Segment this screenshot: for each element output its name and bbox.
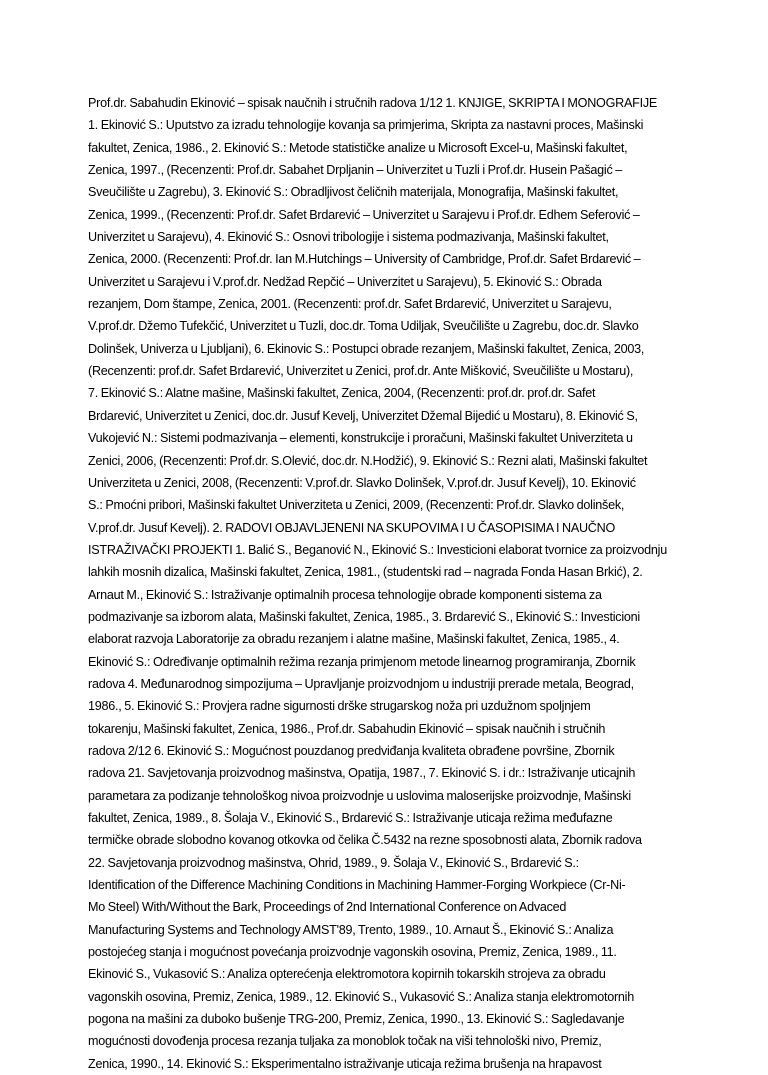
text-line: lahkih mosnih dizalica, Mašinski fakultet, Zenica, 1981., (studentski rad – nagrada Fonda Hasan Brkić), 2. — [88, 565, 643, 580]
text-line: rezanjem, Dom štampe, Zenica, 2001. (Recenzenti: prof.dr. Safet Brdarević, Univerzitet u Sarajevu, — [88, 297, 612, 312]
text-line: 22. Savjetovanja proizvodnog mašinstva, Ohrid, 1989., 9. Šolaja V., Ekinović S., Brdarević S.: — [88, 855, 579, 870]
text-line: Mo Steel) With/Without the Bark, Proceedings of 2nd International Conference on Advaced — [88, 900, 567, 915]
text-line: V.prof.dr. Jusuf Kevelj). 2. RADOVI OBJAVLJENENI NA SKUPOVIMA I U ČASOPISIMA I NAUČNO — [88, 520, 616, 535]
text-line: vagonskih osovina, Premiz, Zenica, 1989., 12. Ekinović S., Vukasović S.: Analiza stanja elektromotornih — [88, 989, 634, 1004]
document-body-text — [88, 92, 688, 1075]
text-line: Univerzitet u Sarajevu i V.prof.dr. Nedžad Repčić – Univerzitet u Sarajevu), 5. Ekinović S.: Obrada — [88, 274, 602, 289]
text-line: radova 2/12 6. Ekinović S.: Mogućnost pouzdanog predviđanja kvaliteta obrađene površine, Zbornik — [88, 743, 615, 758]
text-line: pogona na mašini za duboko bušenje TRG-200, Premiz, Zenica, 1990., 13. Ekinović S.: Sagledavanje — [88, 1012, 625, 1027]
text-line: Prof.dr. Sabahudin Ekinović – spisak naučnih i stručnih radova 1/12 1. KNJIGE, SKRIPTA I MONOGRAFIJE — [88, 96, 658, 110]
text-line: Ekinović S.: Određivanje optimalnih režima rezanja primjenom metode linearnog programiranja, Zbornik — [88, 654, 636, 669]
text-line: V.prof.dr. Džemo Tufekčić, Univerzitet u Tuzli, doc.dr. Toma Udiljak, Sveučilište u Zagrebu, doc.dr. Slavko — [88, 319, 639, 334]
text-line: parametara za podizanje tehnološkog nivoa proizvodnje u uslovima maloserijske proizvodnje, Mašinski — [88, 788, 631, 803]
text-line: ISTRAŽIVAČKI PROJEKTI 1. Balić S., Beganović N., Ekinović S.: Investicioni elaborat tvornice za proizvodnju — [88, 542, 667, 557]
text-line: Univerzitet u Sarajevu), 4. Ekinović S.: Osnovi tribologije i sistema podmazivanja, Mašinski fakultet, — [88, 230, 609, 245]
text-line: radova 21. Savjetovanja proizvodnog mašinstva, Opatija, 1987., 7. Ekinović S. i dr.: Istraživanje uticajnih — [88, 766, 636, 781]
text-line: mogućnosti dovođenja procesa rezanja tuljaka za monoblok točak na viši tehnološki nivo, Premiz, — [88, 1034, 602, 1049]
text-line: Zenica, 2000. (Recenzenti: Prof.dr. Ian M.Hutchings – University of Cambridge, Prof.dr. Safet Brdarević – — [88, 252, 641, 267]
text-line: fakultet, Zenica, 1989., 8. Šolaja V., Ekinović S., Brdarević S.: Istraživanje uticaja režima međufazne — [88, 811, 613, 825]
text-line: 1986., 5. Ekinović S.: Provjera radne sigurnosti drške strugarskog noža pri uzdužnom spoljnjem — [88, 699, 591, 714]
text-line: Sveučilište u Zagrebu), 3. Ekinović S.: Obradljivost čeličnih materijala, Monografija, Mašinski fakultet, — [88, 185, 619, 200]
text-line: Univerziteta u Zenici, 2008, (Recenzenti: V.prof.dr. Slavko Dolinšek, V.prof.dr. Jusuf Kevelj), 10. Ekinović — [88, 475, 636, 490]
text-line: Dolinšek, Univerza u Ljubljani), 6. Ekinovic S.: Postupci obrade rezanjem, Mašinski fakultet, Zenica, 2003, — [88, 341, 645, 356]
text-line: Identification of the Difference Machining Conditions in Machining Hammer-Forging Workpiece (Cr-Ni- — [88, 878, 626, 893]
text-line: Zenica, 1999., (Recenzenti: Prof.dr. Safet Brdarević – Univerzitet u Sarajevu i Prof.dr. Edhem Seferović – — [88, 207, 640, 222]
text-line: Ekinović S., Vukasović S.: Analiza opterećenja elektromotora kopirnih tokarskih strojeva za obradu — [88, 967, 606, 982]
text-line: postojećeg stanja i mogućnost povećanja proizvodnje vagonskih osovina, Premiz, Zenica, 1989., 11. — [88, 945, 617, 960]
text-line: tokarenju, Mašinski fakultet, Zenica, 1986., Prof.dr. Sabahudin Ekinović – spisak naučnih i stručnih — [88, 721, 606, 736]
text-line: Brdarević, Univerzitet u Zenici, doc.dr. Jusuf Kevelj, Univerzitet Džemal Bijedić u Mostaru), 8. Ekinović S, — [88, 408, 638, 423]
text-line: Vukojević N.: Sistemi podmazivanja – elementi, konstrukcije i proračuni, Mašinski fakultet Univerziteta u — [88, 431, 633, 446]
text-line: (Recenzenti: prof.dr. Safet Brdarević, Univerzitet u Zenici, prof.dr. Ante Mišković, Sveučilište u Mostaru), — [88, 364, 634, 379]
text-line: fakultet, Zenica, 1986., 2. Ekinović S.: Metode statističke analize u Microsoft Excel-u, Mašinski fakultet, — [88, 140, 628, 155]
text-line: elaborat razvoja Laboratorije za obradu rezanjem i alatne mašine, Mašinski fakultet, Zenica, 1985., 4. — [88, 632, 620, 647]
text-line: 7. Ekinović S.: Alatne mašine, Mašinski fakultet, Zenica, 2004, (Recenzenti: prof.dr. prof.dr. Safet — [88, 386, 596, 401]
text-line: Arnaut M., Ekinović S.: Istraživanje optimalnih procesa tehnologije obrade komponenti sistema za — [88, 587, 602, 602]
text-line: Manufacturing Systems and Technology AMST'89, Trento, 1989., 10. Arnaut Š., Ekinović S.: Analiza — [88, 922, 614, 937]
text-line: Zenica, 1997., (Recenzenti: Prof.dr. Sabahet Drpljanin – Univerzitet u Tuzli i Prof.dr. Husein Pašagić – — [88, 163, 623, 178]
text-line: Zenici, 2006, (Recenzenti: Prof.dr. S.Olević, doc.dr. N.Hodžić), 9. Ekinović S.: Rezni alati, Mašinski fakultet — [88, 453, 648, 468]
text-line: 1. Ekinović S.: Uputstvo za izradu tehnologije kovanja sa primjerima, Skripta za nastavni proces, Mašinski — [88, 118, 644, 133]
text-line: termičke obrade slobodno kovanog otkovka od čelika Č.5432 na rezne sposobnosti alata, Zbornik radova — [88, 833, 642, 848]
text-line: podmazivanje sa izborom alata, Mašinski fakultet, Zenica, 1985., 3. Brdarević S., Ekinović S.: Investicioni — [88, 609, 640, 624]
text-line: radova 4. Međunarodnog simpozijuma – Upravljanje proizvodnjom u industriji prerade metala, Beograd, — [88, 676, 634, 691]
text-line: Zenica, 1990., 14. Ekinović S.: Eksperimentalno istraživanje uticaja režima brušenja na hrapavost — [88, 1056, 602, 1071]
text-line: S.: Pmoćni pribori, Mašinski fakultet Univerziteta u Zenici, 2009, (Recenzenti: Prof.dr. Slavko dolinšek, — [88, 498, 625, 513]
